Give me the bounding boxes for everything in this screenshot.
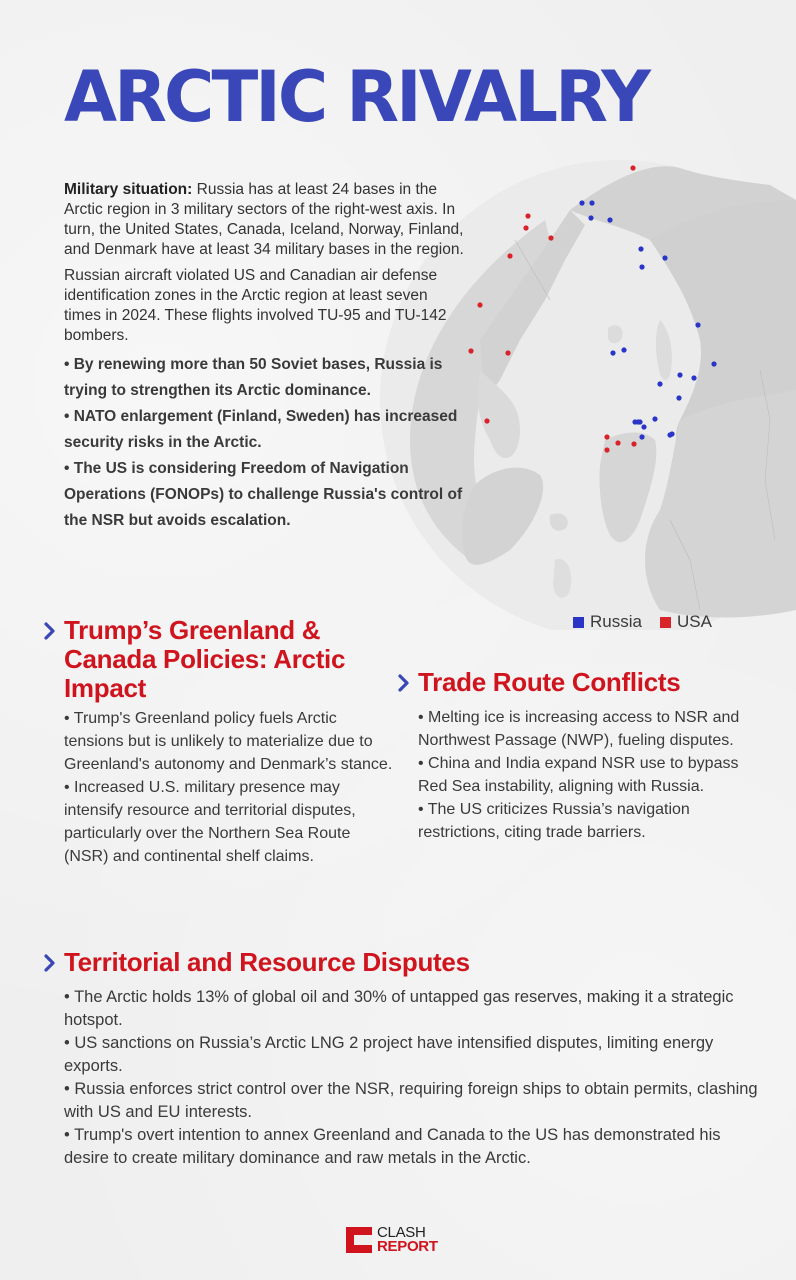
legend-item-russia — [573, 612, 642, 632]
section-title-trade-routes: Trade Route Conflicts — [418, 667, 681, 697]
usa-base-marker — [525, 213, 530, 218]
section-bullet: • Trump's overt intention to annex Greenland and Canada to the US has demonstrated his desire to create military dominance and raw metals in the Arctic. — [64, 1126, 721, 1167]
russia-base-marker — [639, 264, 644, 269]
legend-label: Russia — [590, 612, 642, 631]
section-title-greenland-canada: Trump’s Greenland & Canada Policies: Arctic Impact — [64, 615, 346, 703]
russia-base-marker — [607, 217, 612, 222]
usa-base-marker — [548, 235, 553, 240]
section-body-territorial-disputes — [64, 986, 764, 1170]
logo-wordmark — [377, 1226, 438, 1254]
russia-base-marker — [638, 246, 643, 251]
russia-base-marker — [641, 424, 646, 429]
legend-label: USA — [676, 612, 712, 631]
russia-base-marker — [588, 215, 593, 220]
russia-base-marker — [676, 395, 681, 400]
section-title-territorial-disputes: Territorial and Resource Disputes — [64, 947, 470, 977]
intro-bullet: • By renewing more than 50 Soviet bases, Russia is trying to strengthen its Arctic dominance. — [64, 356, 443, 399]
intro-lead-text: Russia has at least 24 bases in the Arctic region in 3 military sectors of the right-west axis. In turn, the United States, Canada, Iceland, Norway, Finland, and Denmark have at least 34 military bases in the region. — [64, 181, 464, 258]
section-bullet: • Trump's Greenland policy fuels Arctic tensions but is unlikely to materialize due to Greenland's autonomy and Denmark’s stance. — [64, 710, 393, 773]
intro-bullet: • NATO enlargement (Finland, Sweden) has increased security risks in the Arctic. — [64, 408, 458, 451]
russia-base-marker — [711, 361, 716, 366]
usa-base-marker — [468, 348, 473, 353]
clash-report-logo — [346, 1226, 438, 1254]
russia-base-marker — [639, 434, 644, 439]
usa-base-marker — [630, 165, 635, 170]
section-bullet: • The US criticizes Russia’s navigation restrictions, citing trade barriers. — [418, 801, 690, 841]
section-bullet: • US sanctions on Russia’s Arctic LNG 2 project have intensified disputes, limiting energy exports. — [64, 1034, 714, 1075]
russia-base-marker — [610, 350, 615, 355]
intro-bullets — [64, 352, 464, 534]
russia-base-marker — [669, 431, 674, 436]
legend-swatch-russia — [573, 617, 584, 628]
usa-base-marker — [505, 350, 510, 355]
section-bullet: • China and India expand NSR use to bypass Red Sea instability, aligning with Russia. — [418, 755, 739, 795]
map-legend — [573, 612, 722, 632]
usa-base-marker — [477, 302, 482, 307]
intro-lead-label: Military situation: — [64, 181, 193, 198]
section-body-trade-routes — [418, 706, 748, 844]
intro-bullet: • The US is considering Freedom of Navigation Operations (FONOPs) to challenge Russia's control of the NSR but avoids escalation. — [64, 460, 463, 529]
usa-base-marker — [604, 447, 609, 452]
russia-base-marker — [662, 255, 667, 260]
section-bullet: • Russia enforces strict control over the NSR, requiring foreign ships to obtain permits, clashing with US and EU interests. — [64, 1080, 758, 1121]
logo-line-1: CLASH — [377, 1224, 426, 1241]
russia-base-marker — [677, 372, 682, 377]
chevron-right-icon — [43, 621, 57, 641]
russia-base-marker — [589, 200, 594, 205]
intro-paragraph-1 — [64, 180, 464, 260]
russia-base-marker — [691, 375, 696, 380]
usa-base-marker — [507, 253, 512, 258]
logo-line-2: REPORT — [377, 1238, 438, 1255]
legend-item-usa — [660, 612, 712, 632]
chevron-right-icon — [397, 673, 411, 693]
section-bullet: • Melting ice is increasing access to NSR and Northwest Passage (NWP), fueling disputes. — [418, 709, 740, 749]
russia-base-marker — [579, 200, 584, 205]
russia-base-marker — [621, 347, 626, 352]
usa-base-marker — [523, 225, 528, 230]
usa-base-marker — [615, 440, 620, 445]
russia-base-marker — [695, 322, 700, 327]
chevron-right-icon — [43, 953, 57, 973]
clash-report-logo-icon — [346, 1227, 372, 1253]
usa-base-marker — [604, 434, 609, 439]
russia-base-marker — [635, 419, 640, 424]
russia-base-marker — [652, 416, 657, 421]
usa-base-marker — [484, 418, 489, 423]
russia-base-marker — [657, 381, 662, 386]
intro-block — [64, 180, 464, 534]
legend-swatch-usa — [660, 617, 671, 628]
intro-paragraph-2: Russian aircraft violated US and Canadian air defense identification zones in the Arctic region at least seven times in 2024. These flights involved TU-95 and TU-142 bombers. — [64, 267, 447, 344]
section-body-greenland-canada — [64, 707, 394, 868]
section-bullet: • The Arctic holds 13% of global oil and 30% of untapped gas reserves, making it a strategic hotspot. — [64, 988, 734, 1029]
usa-base-marker — [631, 441, 636, 446]
page-title: ARCTIC RIVALRY — [64, 56, 648, 138]
section-bullet: • Increased U.S. military presence may intensify resource and territorial disputes, particularly over the Northern Sea Route (NSR) and continental shelf claims. — [64, 779, 356, 865]
